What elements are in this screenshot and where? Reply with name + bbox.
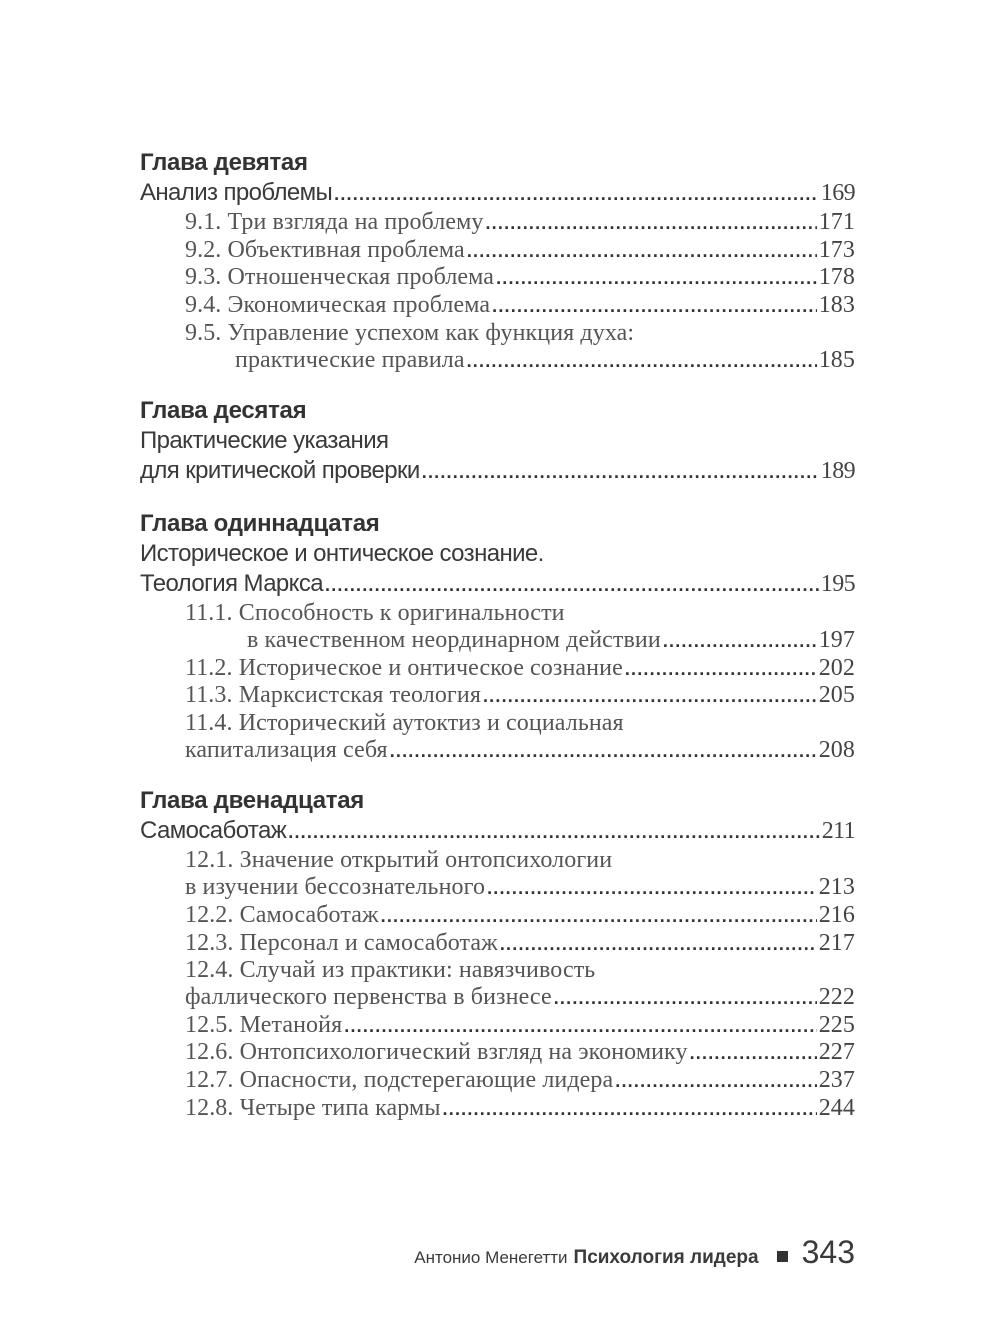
section-title: 12.4. Случай из практики: навязчивость (185, 957, 596, 984)
page-number: 208 (818, 736, 855, 763)
page-number: 244 (818, 1094, 855, 1121)
page-number: 237 (818, 1067, 855, 1094)
toc-section[interactable] (140, 1067, 855, 1095)
toc-section[interactable] (140, 292, 855, 320)
toc-section[interactable] (140, 209, 855, 237)
dot-leader (334, 179, 819, 209)
section-title: 12.1. Значение открытий онтопсихологии (185, 847, 613, 874)
section-title: 11.1. Способность к оригинальности (185, 600, 565, 627)
dot-leader (325, 570, 819, 600)
entry-title: для критической проверки (140, 457, 420, 485)
page-number: 183 (818, 292, 855, 319)
dot-leader (390, 738, 817, 765)
section-title: 12.3. Персонал и самосаботаж (185, 929, 498, 956)
footer-book-title: Психология лидера (573, 1247, 759, 1268)
section-title-cont: практические правила (235, 346, 465, 373)
page-number: 205 (818, 682, 855, 709)
footer-author: Антонио Менегетти (414, 1248, 568, 1267)
toc-section-line2[interactable] (140, 984, 855, 1012)
toc-section-line2[interactable] (140, 627, 855, 655)
dot-leader (381, 903, 817, 930)
chapter-10 (140, 396, 855, 487)
section-title: 12.2. Самосаботаж (185, 901, 379, 928)
section-title-cont: в изучении бессознательного (185, 874, 486, 901)
chapter-11 (140, 509, 855, 764)
chapter-heading: Глава десятая (140, 397, 307, 425)
page-number: 171 (818, 209, 855, 235)
chapter-heading: Глава одиннадцатая (140, 510, 380, 538)
dot-leader (615, 1068, 816, 1095)
page-number: 216 (818, 901, 855, 928)
toc-section[interactable] (140, 237, 855, 265)
section-title-cont: в качественном неординарном действии (247, 626, 661, 653)
dot-leader (422, 457, 819, 487)
entry-title-line1[interactable] (140, 539, 855, 569)
toc-section-line1[interactable] (140, 320, 855, 347)
section-title: 11.3. Марксистская теология (185, 682, 481, 709)
toc-entry[interactable] (140, 456, 855, 487)
page-number: 202 (818, 654, 855, 681)
entry-title-line1[interactable] (140, 426, 855, 456)
toc-section[interactable] (140, 930, 855, 958)
toc-section-line1[interactable] (140, 710, 855, 737)
dot-leader (663, 628, 817, 655)
chapter-heading: Глава двенадцатая (140, 787, 364, 815)
entry-title: Историческое и онтическое сознание. (140, 540, 544, 568)
page-number: 217 (818, 929, 855, 956)
section-title: 12.6. Онтопсихологический взгляд на экономику (185, 1039, 688, 1066)
section-title-cont: капитализация себя (185, 736, 388, 763)
page-number: 185 (818, 346, 855, 373)
dot-leader (467, 348, 817, 375)
page-number: 178 (818, 264, 855, 291)
toc-section[interactable] (140, 1039, 855, 1067)
section-title: 12.8. Четыре типа кармы (185, 1094, 441, 1121)
toc-section[interactable] (140, 264, 855, 292)
toc-section-line2[interactable] (140, 874, 855, 902)
entry-title: Теология Маркса (140, 570, 324, 598)
page-number: 197 (818, 626, 855, 653)
entry-title: Самосаботаж (140, 817, 287, 845)
chapter-9 (140, 148, 855, 374)
dot-leader (554, 985, 817, 1012)
dot-leader (500, 931, 817, 958)
page-number: 211 (821, 818, 855, 845)
section-title: 11.4. Исторический аутоктиз и социальная (185, 710, 624, 737)
dot-leader (485, 210, 816, 237)
toc-section[interactable] (140, 1012, 855, 1040)
page-number: 213 (818, 874, 855, 901)
toc-section-line1[interactable] (140, 600, 855, 627)
section-title: 11.2. Историческое и онтическое сознание (185, 654, 623, 681)
section-title: 12.7. Опасности, подстерегающие лидера (185, 1067, 614, 1094)
page-number: 195 (820, 571, 855, 598)
dot-leader (690, 1040, 817, 1067)
dot-leader (483, 683, 817, 710)
page-number: 169 (820, 180, 855, 206)
section-title: 9.3. Отношенческая проблема (185, 264, 495, 291)
entry-title: Анализ проблемы (140, 179, 333, 206)
toc-section-line1[interactable] (140, 847, 855, 874)
section-title: 9.4. Экономическая проблема (185, 292, 491, 319)
toc-section[interactable] (140, 902, 855, 930)
entry-title: Практические указания (140, 427, 389, 455)
toc-entry[interactable] (140, 178, 855, 209)
dot-leader (487, 875, 817, 902)
dot-leader (496, 265, 817, 292)
footer-page-number: 343 (801, 1234, 855, 1270)
chapter-12 (140, 786, 855, 1122)
chapter-heading: Глава девятая (140, 149, 308, 176)
square-bullet-icon (777, 1251, 788, 1262)
dot-leader (288, 817, 819, 847)
toc-entry[interactable] (140, 569, 855, 600)
dot-leader (443, 1096, 817, 1123)
toc-section-line2[interactable] (140, 347, 855, 375)
page-number: 173 (818, 236, 855, 263)
section-title: 9.1. Три взгляда на проблему (185, 209, 484, 235)
section-title: 9.5. Управление успехом как функция духа: (185, 319, 635, 346)
dot-leader (625, 656, 817, 683)
toc-section-line1[interactable] (140, 957, 855, 984)
page-footer (414, 1234, 855, 1271)
page-number: 189 (820, 458, 855, 485)
dot-leader (467, 238, 817, 265)
toc-entry[interactable] (140, 816, 855, 847)
toc-section[interactable] (140, 1095, 855, 1123)
page-number: 225 (818, 1011, 855, 1038)
section-title-cont: фаллического первенства в бизнесе (185, 983, 552, 1010)
toc-section[interactable] (140, 655, 855, 683)
toc-section-line2[interactable] (140, 737, 855, 765)
toc-section[interactable] (140, 682, 855, 710)
table-of-contents (140, 148, 855, 1142)
dot-leader (344, 1013, 816, 1040)
section-title: 12.5. Метанойя (185, 1011, 343, 1038)
section-title: 9.2. Объективная проблема (185, 236, 465, 263)
dot-leader (492, 293, 817, 320)
page-number: 222 (818, 983, 855, 1010)
page-number: 227 (818, 1039, 855, 1066)
